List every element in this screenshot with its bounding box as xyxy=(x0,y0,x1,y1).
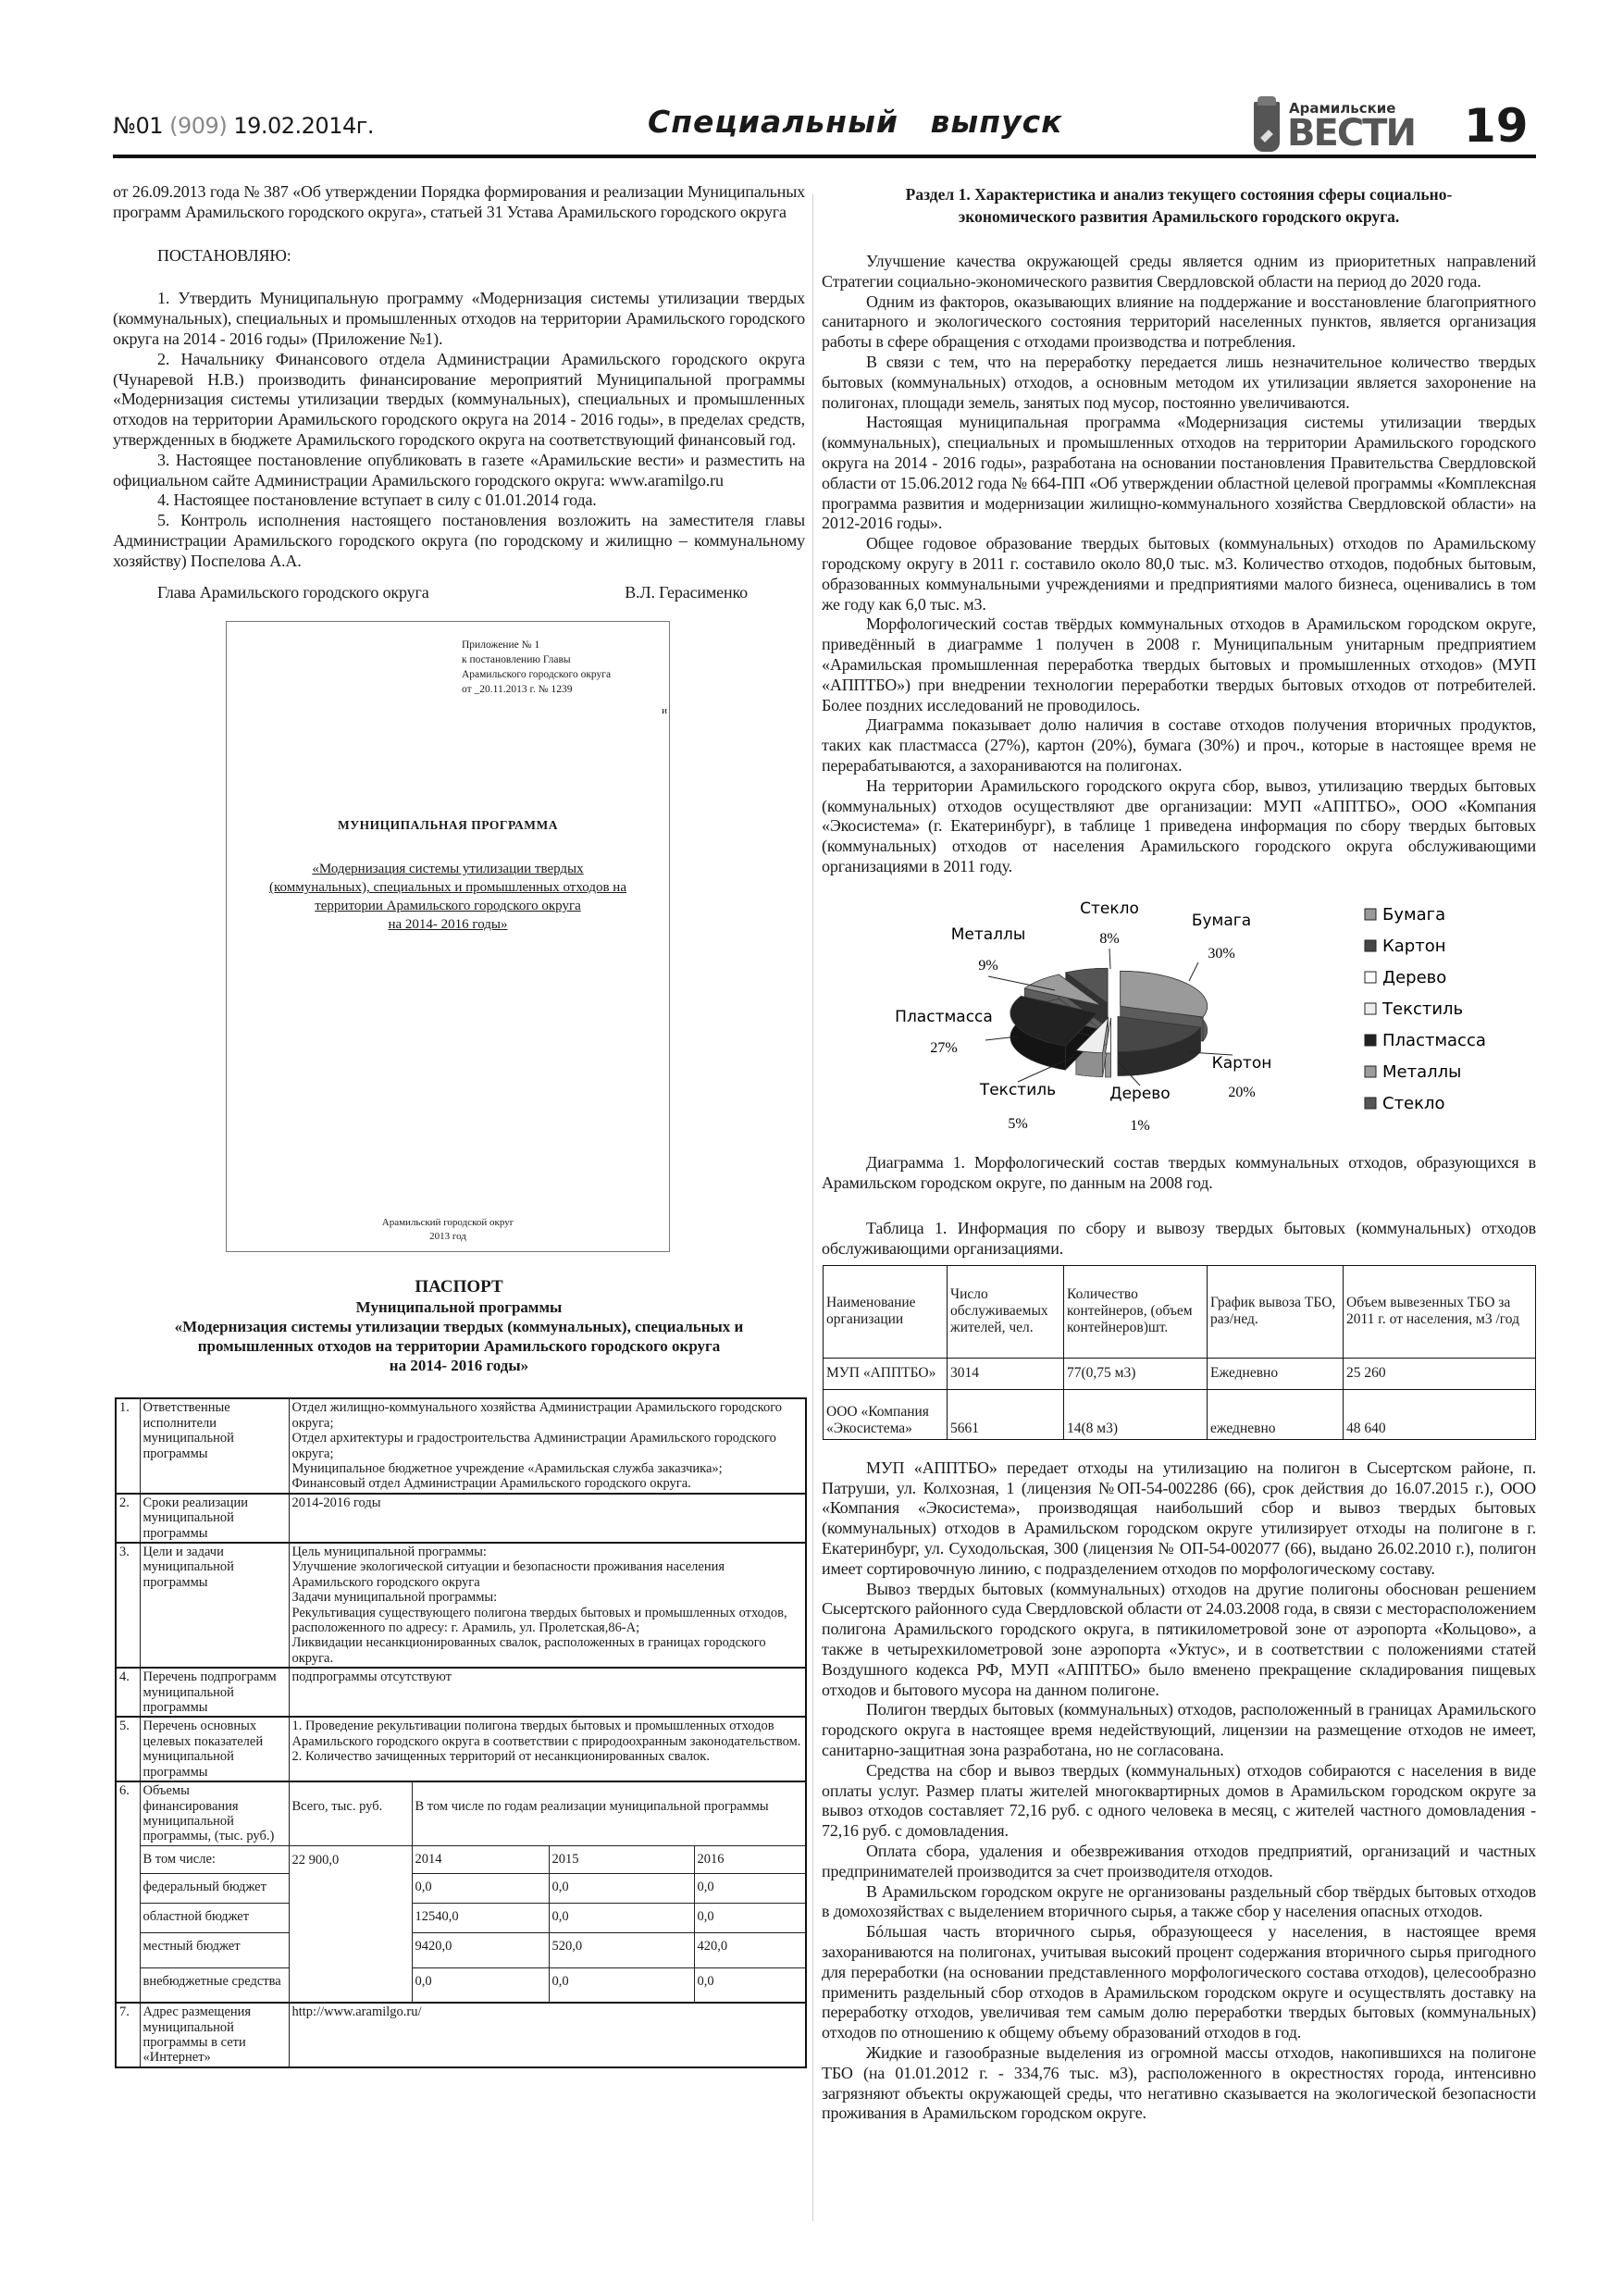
table-caption xyxy=(822,1219,1536,1260)
funding-source-row xyxy=(116,1967,806,2003)
source-value: 0,0 xyxy=(694,1873,806,1903)
funding-source-row xyxy=(116,1903,806,1932)
passport-name-line: «Модернизация системы утилизации твердых (коммунальных), специальных и xyxy=(174,1318,744,1336)
table-cell: 5661 xyxy=(948,1389,1064,1439)
source-label: областной бюджет xyxy=(140,1903,289,1932)
legend-swatch xyxy=(1365,1066,1376,1077)
cell-line: подпрограммы отсутствуют xyxy=(291,1669,452,1685)
decree-item: 1. Утвердить Муниципальную программу «Модернизация системы утилизации твердых (коммунальных), специальных и промышленных отходов на территории Арамильского городского округа на 2014 - 2016 годы» (Приложение №1). xyxy=(113,289,805,348)
program-cover-page xyxy=(226,621,670,1252)
signature-line xyxy=(113,583,805,603)
slice-label: Стекло xyxy=(1080,899,1139,918)
source-value: 520,0 xyxy=(549,1932,694,1967)
signatory-title: Глава Арамильского городского округа xyxy=(157,582,429,602)
cover-title: МУНИЦИПАЛЬНАЯ ПРОГРАММА xyxy=(337,818,559,833)
cell-line: Ликвидации несанкционированных свалок, расположенных в границах городского округа. xyxy=(291,1635,766,1666)
row-label: Объемы финансирования муниципальной программы, (тыс. руб.) xyxy=(140,1781,289,1845)
section-heading-line: экономического развития Арамильского городского округа. xyxy=(958,207,1400,226)
passport-row xyxy=(116,1494,806,1543)
total-header: Всего, тыс. руб. xyxy=(289,1781,412,1845)
passport-name-line: на 2014- 2016 годы» xyxy=(389,1357,529,1375)
cell-line: Отдел жилищно-коммунального хозяйства Администрации Арамильского городского округа; xyxy=(291,1400,783,1431)
page-number: 19 xyxy=(1464,99,1529,153)
slice-value-label: 27% xyxy=(930,1039,958,1056)
cell-line: Цель муниципальной программы: xyxy=(291,1545,487,1559)
legend-label: Стекло xyxy=(1382,1093,1445,1113)
row-content xyxy=(289,1398,806,1493)
year-header: 2016 xyxy=(694,1845,806,1873)
funding-total: 22 900,0 xyxy=(289,1845,412,2003)
row-number: 7. xyxy=(116,2003,140,2067)
row-label: Перечень основных целевых показателей муниципальной программы xyxy=(140,1717,289,1781)
section-heading xyxy=(822,183,1536,228)
legend-label: Дерево xyxy=(1382,967,1447,987)
source-label: местный бюджет xyxy=(140,1932,289,1967)
decree-intro: от 26.09.2013 года № 387 «Об утверждении Порядка формирования и реализации Муниципальных программ Арамильского городского округа», статьей 31 Устава Арамильского городского округа xyxy=(113,182,805,221)
cell-line: Муниципальное бюджетное учреждение «Арамильская служба заказчика»; xyxy=(291,1460,723,1476)
leader-line xyxy=(1189,962,1198,981)
cell-line: Рекультивация существующего полигона твердых бытовых и промышленных отходов, расположенного по адресу: г. Арамиль, ул. Пролетская,86-А; xyxy=(291,1605,787,1636)
row-number: 2. xyxy=(116,1494,140,1543)
year-header: 2014 xyxy=(412,1845,549,1873)
cover-footer-line: Арамильский городской округ xyxy=(381,1217,514,1229)
row-number: 1. xyxy=(116,1398,140,1493)
cover-name-line: на 2014- 2016 годы» xyxy=(388,917,508,933)
row-label: Ответственные исполнители муниципальной программы xyxy=(140,1398,289,1493)
paragraph: МУП «АППТБО» передает отходы на утилизацию на полигон в Сысертском районе, п. Патруши, ул. Колхозная, 1 (лицензия №ОП-54-002286 (66), срок действия до 16.07.2015 г.), ООО «Компания «Экосистема», производящая наибольший сбор и вывоз твердых бытовых (коммунальных) отходов в Арамильском городском округе утилизирует отходы на полигоне в г. Екатеринбург, ул. Суходольская, 300 (лицензия № ОП-54-002077 (66), выдано 26.02.2010 г.), полигон имеет сортировочную линию, с подразделением отходов по морфологическому составу. xyxy=(822,1458,1536,1578)
legend-swatch xyxy=(1365,940,1376,951)
row-content xyxy=(289,1717,806,1781)
appendix-line: от _20.11.2013 г. № 1239 xyxy=(462,684,573,696)
year-header: 2015 xyxy=(549,1845,694,1873)
passport-heading xyxy=(113,1276,805,1375)
funding-years-row xyxy=(116,1845,806,1873)
source-value: 0,0 xyxy=(694,1967,806,2003)
slice-label: Картон xyxy=(1211,1053,1272,1073)
cover-footer xyxy=(227,1216,669,1244)
paragraph: Средства на сбор и вывоз твердых (коммунальных) отходов собираются с населения в виде оплаты услуг. Размер платы жителей многоквартирных домов в Арамильском городском округе за вывоз отходов составляет 72,16 руб. с одного человека в месяц, с жителей частного домовладения - 72,16 руб. с домовладения. xyxy=(822,1760,1536,1841)
legend-swatch xyxy=(1365,1035,1376,1046)
passport-row xyxy=(116,1543,806,1668)
table-cell: ежедневно xyxy=(1208,1389,1344,1439)
source-value: 0,0 xyxy=(694,1903,806,1932)
paragraph: Жидкие и газообразные выделения из огромной массы отходов, накопившихся на полигоне ТБО (на 01.01.2012 г. - 334,76 тыс. м3), расположенного в окрестностях города, интенсивно загрязняют объекты окружающей среды, что негативно сказывается на экологической безопасности проживания в Арамильском городском округе. xyxy=(822,2043,1536,2123)
passport-row xyxy=(116,1668,806,1717)
paragraph: Оплата сбора, удаления и обезвреживания отходов предприятий, организаций и частных предпринимателей производится за счет производителя отходов. xyxy=(822,1842,1536,1880)
decree-item: 5. Контроль исполнения настоящего постановления возложить на заместителя главы Администрации Арамильского городского округа (по городскому и жилищно – коммунальному хозяйству) Поспелова А.А. xyxy=(113,511,805,570)
slice-value-label: 8% xyxy=(1099,930,1120,947)
slice-value-label: 5% xyxy=(1008,1115,1028,1132)
source-value: 0,0 xyxy=(549,1967,694,2003)
years-header: В том числе по годам реализации муниципальной программы xyxy=(412,1781,806,1845)
row-content xyxy=(289,1494,806,1543)
cover-name-line: территории Арамильского городского округа xyxy=(315,899,581,914)
decree-item: 4. Настоящее постановление вступает в силу с 01.01.2014 года. xyxy=(157,490,597,510)
logo-main-text: ВЕСТИ xyxy=(1287,112,1415,155)
legend-label: Картон xyxy=(1382,936,1446,956)
column-divider xyxy=(812,194,813,2221)
table-cell: 3014 xyxy=(948,1358,1064,1389)
section-text-top xyxy=(822,252,1536,877)
paragraph: Настоящая муниципальная программа «Модернизация системы утилизации твердых (коммунальных), специальных и промышленных отходов на территории Арамильского городского округа на 2014 - 2016 годы», разработана на основании постановления Правительства Свердловской области от 15.06.2012 года № 664-ПП «Об утверждении областной целевой программы «Комплексная программа развития и модернизации жилищно-коммунального хозяйства Свердловской области» на 2012-2016 годы». xyxy=(822,413,1536,533)
header-rule xyxy=(113,155,1536,158)
row-content xyxy=(289,1668,806,1717)
paragraph: Диаграмма показывает долю наличия в составе отходов получения вторичных продуктов, таких как пластмасса (27%), картон (20%), бумага (30%) и проч., которые в настоящее время не перерабатываются, а захораниваются на полигонах. xyxy=(822,715,1536,775)
row-label: Адрес размещения муниципальной программы в сети «Интернет» xyxy=(140,2003,289,2067)
issue-date: 19.02.2014г. xyxy=(233,113,374,139)
legend-label: Текстиль xyxy=(1382,999,1464,1019)
cover-program-name xyxy=(227,860,669,934)
cover-footer-line: 2013 год xyxy=(429,1231,466,1243)
appendix-line: Приложение № 1 xyxy=(462,639,540,652)
passport-subtitle: Муниципальной программы xyxy=(355,1298,563,1317)
passport-row xyxy=(116,1398,806,1493)
waste-composition-pie-chart xyxy=(879,890,1527,1140)
table-cell: Ежедневно xyxy=(1208,1358,1344,1389)
funding-source-row xyxy=(116,1873,806,1903)
source-label: федеральный бюджет xyxy=(140,1873,289,1903)
appendix-note xyxy=(462,638,611,697)
funding-source-row xyxy=(116,1932,806,1967)
special-issue-title: Специальный выпуск xyxy=(648,104,1063,140)
issue-info xyxy=(113,113,374,139)
newspaper-logo xyxy=(1254,100,1420,155)
slice-label: Металлы xyxy=(950,925,1026,944)
column-header: Наименование организации xyxy=(824,1265,948,1358)
source-value: 420,0 xyxy=(694,1932,806,1967)
cell-line: Улучшение экологической ситуации и безопасности проживания населения Арамильского городского округа xyxy=(291,1559,725,1590)
paragraph: На территории Арамильского городского округа сбор, вывоз, утилизацию твердых бытовых (коммунальных) отходов осуществляют две организации: МУП «АППТБО», ООО «Компания «Экосистема» (г. Екатеринбург), в таблице 1 приведена информация по сбору твердых бытовых (коммунальных) отходов от населения Арамильского городского округа обслуживающими организациями в 2011 году. xyxy=(822,776,1536,875)
coat-of-arms-icon xyxy=(1254,102,1280,152)
table-caption-text: Таблица 1. Информация по сбору и вывозу твердых бытовых (коммунальных) отходов обслуживающими организациями. xyxy=(822,1219,1536,1259)
incl-label: В том числе: xyxy=(140,1845,289,1873)
source-value: 9420,0 xyxy=(412,1932,549,1967)
right-column xyxy=(822,183,1536,2124)
slice-label: Пластмасса xyxy=(895,1007,993,1026)
column-header: График вывоза ТБО, раз/нед. xyxy=(1208,1265,1344,1358)
address-row xyxy=(116,2003,806,2067)
pie-slice-side xyxy=(1106,1053,1111,1077)
chart-caption xyxy=(822,1153,1536,1194)
appendix-line: к постановлению Главы xyxy=(462,654,571,666)
source-label: внебюджетные средства xyxy=(140,1967,289,2003)
row-number: 3. xyxy=(116,1543,140,1668)
chart-caption-text: Диаграмма 1. Морфологический состав твердых коммунальных отходов, образующихся в Арамильском городском округе, по данным на 2008 год. xyxy=(822,1152,1536,1192)
row-label: Перечень подпрограмм муниципальной программы xyxy=(140,1668,289,1717)
table-cell: 48 640 xyxy=(1344,1389,1536,1439)
legend-label: Металлы xyxy=(1382,1061,1462,1082)
cell-line: Отдел архитектуры и градостроительства Администрации Арамильского городского округа; xyxy=(291,1431,776,1461)
section-text-bottom xyxy=(822,1458,1536,2124)
row-number: 6. xyxy=(116,1781,140,2003)
cell-line: Финансовый отдел Администрации Арамильского городского округа. xyxy=(291,1476,691,1492)
paragraph: В Арамильском городском округе не организованы раздельный сбор твёрдых бытовых отходов в домохозяйствах с выделением вторичного сырья, а также сбор у населения опасных отходов. xyxy=(822,1881,1536,1921)
source-value: 0,0 xyxy=(549,1873,694,1903)
row-label: Сроки реализации муниципальной программы xyxy=(140,1494,289,1543)
paragraph: Улучшение качества окружающей среды является одним из приоритетных направлений Стратегии социально-экономического развития Свердловской области на период до 2020 года. xyxy=(822,252,1536,291)
signatory-name: В.Л. Герасименко xyxy=(625,582,748,602)
slice-label: Бумага xyxy=(1191,911,1252,930)
row-number: 5. xyxy=(116,1717,140,1781)
left-column xyxy=(113,182,805,2068)
cell-line: 2. Количество зачищенных территорий от несанкционированных свалок. xyxy=(291,1749,710,1765)
paragraph: Полигон твердых бытовых (коммунальных) отходов, расположенный в границах Арамильского городского округа в настоящее время недействующий, лицензии на размещение отходов не имеет, санитарно-защитная зона разработана, но не согласована. xyxy=(822,1700,1536,1760)
passport-table xyxy=(115,1397,807,2068)
table-cell: 25 260 xyxy=(1344,1358,1536,1389)
appendix-line: Арамильского городского округа xyxy=(462,669,612,681)
legend-swatch xyxy=(1365,972,1376,983)
decree-item: 2. Начальнику Финансового отдела Администрации Арамильского городского округа (Чунаревой Н.В.) производить финансирование мероприятий Муниципальной программы «Модернизация системы утилизации твердых (коммунальных), специальных и промышленных отходов на территории Арамильского городского округа на 2014 - 2016 годы», в пределах средств, утвержденных в бюджете Арамильского городского округа на соответствующий финансовый год. xyxy=(113,349,805,449)
slice-label: Текстиль xyxy=(979,1080,1057,1099)
table-cell: 14(8 м3) xyxy=(1064,1389,1208,1439)
section-heading-line: Раздел 1. Характеристика и анализ текущего состояния сферы социально- xyxy=(905,185,1453,204)
table-header-row xyxy=(824,1265,1536,1358)
collection-table xyxy=(823,1265,1536,1440)
row-number: 4. xyxy=(116,1668,140,1717)
column-header: Количество контейнеров, (объем контейнеров)шт. xyxy=(1064,1265,1208,1358)
table-cell: 77(0,75 м3) xyxy=(1064,1358,1208,1389)
slice-value-label: 30% xyxy=(1208,945,1235,962)
leader-line xyxy=(1109,949,1110,969)
issue-number: №01 xyxy=(113,113,163,139)
issue-total-number: (909) xyxy=(169,113,228,139)
column-header: Объем вывезенных ТБО за 2011 г. от населения, м3 /год xyxy=(1344,1265,1536,1358)
logo-top-text: Арамильские xyxy=(1289,100,1396,117)
legend-swatch xyxy=(1365,1003,1376,1014)
decree-text xyxy=(113,182,805,602)
cell-line: 1. Проведение рекультивации полигона твердых бытовых и промышленных отходов Арамильского городского округа в соответствии с природоохранным законодательством. xyxy=(291,1719,801,1749)
paragraph: Вывоз твердых бытовых (коммунальных) отходов на другие полигоны обоснован решением Сысертского районного суда Свердловской области от 24.03.2008 года, в связи с месторасположением полигона Арамильского городского округа, в пятикилометровой зоне от аэропорта «Кольцово», а также в четырехкилометровой зоне аэропорта «Уктус», и в соответствии с положениями статей Воздушного кодекса РФ, МУП «АППТБО» было вменено прекращение складирования пищевых отходов и бытового мусора на данном полигоне. xyxy=(822,1579,1536,1699)
cover-name-line: «Модернизация системы утилизации твердых xyxy=(312,862,584,877)
source-value: 0,0 xyxy=(412,1873,549,1903)
program-url-link[interactable]: http://www.aramilgo.ru/ xyxy=(289,2003,806,2067)
decree-item: 3. Настоящее постановление опубликовать в газете «Арамильские вести» и разместить на официальном сайте Администрации Арамильского городского округа: www.aramilgo.ru xyxy=(113,450,805,490)
table-cell: ООО «Компания «Экосистема» xyxy=(824,1389,948,1439)
legend-label: Бумага xyxy=(1382,904,1446,925)
passport-row xyxy=(116,1717,806,1781)
cover-name-line: (коммунальных), специальных и промышленных отходов на xyxy=(268,880,626,896)
passport-name-line: промышленных отходов на территории Арамильского городского округа xyxy=(197,1337,721,1356)
row-label: Цели и задачи муниципальной программы xyxy=(140,1543,289,1668)
source-value: 0,0 xyxy=(549,1903,694,1932)
paragraph: Бóльшая часть вторичного сырья, образующееся у населения, в настоящее время захораниваются на полигонах, учитывая высокий процент содержания вторичного сырья пригодного для переработки (на основании представленного морфологического состава отходов), целесообразно применить раздельный сбор отходов в Арамильском городском округе и осуществлять доставку на переработку отходов, увеличивая тем самым долю переработки твердых бытовых (коммунальных) отходов по отношению к общему объему образований отходов в год. xyxy=(822,1922,1536,2042)
paragraph: В связи с тем, что на переработку передается лишь незначительное количество твердых бытовых (коммунальных) отходов, а основным методом их утилизации является захоронение на полигонах, площади земель, занятых под мусор, постоянно увеличиваются. xyxy=(822,352,1536,412)
cell-line: 2014-2016 годы xyxy=(291,1495,381,1510)
legend-swatch xyxy=(1365,909,1376,920)
paragraph: Морфологический состав твёрдых коммунальных отходов в Арамильском городском округе, приведённый в диаграмме 1 получен в 2008 г. Муниципальным унитарным предприятием «Арамильская промышленная переработка твердых бытовых и промышленных отходов» (МУП «АППТБО») при внедрении технологии переработки твердых бытовых отходов от потребителей. Более поздних исследований не проводилось. xyxy=(822,614,1536,714)
table-row xyxy=(824,1389,1536,1439)
table-row xyxy=(824,1358,1536,1389)
stray-letter: и xyxy=(662,705,667,717)
row-content xyxy=(289,1543,806,1668)
slice-value-label: 20% xyxy=(1228,1084,1256,1100)
cell-line: Задачи муниципальной программы: xyxy=(291,1590,498,1606)
slice-value-label: 1% xyxy=(1130,1117,1150,1134)
passport-title: ПАСПОРТ xyxy=(415,1277,503,1297)
legend-label: Пластмасса xyxy=(1382,1030,1486,1050)
decree-keyword: ПОСТАНОВЛЯЮ: xyxy=(157,245,291,265)
slice-value-label: 9% xyxy=(978,957,998,974)
source-value: 12540,0 xyxy=(412,1903,549,1932)
source-value: 0,0 xyxy=(412,1967,549,2003)
paragraph: Общее годовое образование твердых бытовых (коммунальных) отходов по Арамильскому городскому округу в 2011 г. составило около 80,0 тыс. м3. Количество отходов, подобных бытовым, образованных коммунальными учреждениями и предприятиями малого бизнеса, оценивались в том же году как 6,0 тыс. м3. xyxy=(822,534,1536,614)
column-header: Число обслуживаемых жителей, чел. xyxy=(948,1265,1064,1358)
funding-row xyxy=(116,1781,806,1845)
slice-label: Дерево xyxy=(1109,1084,1171,1103)
legend-swatch xyxy=(1365,1098,1376,1109)
paragraph: Одним из факторов, оказывающих влияние на поддержание и восстановление благоприятного санитарного и экологического состояния территорий населенных пунктов, является организация работы в сфере обращения с отходами производства и потребления. xyxy=(822,292,1536,352)
table-cell: МУП «АППТБО» xyxy=(824,1358,948,1389)
